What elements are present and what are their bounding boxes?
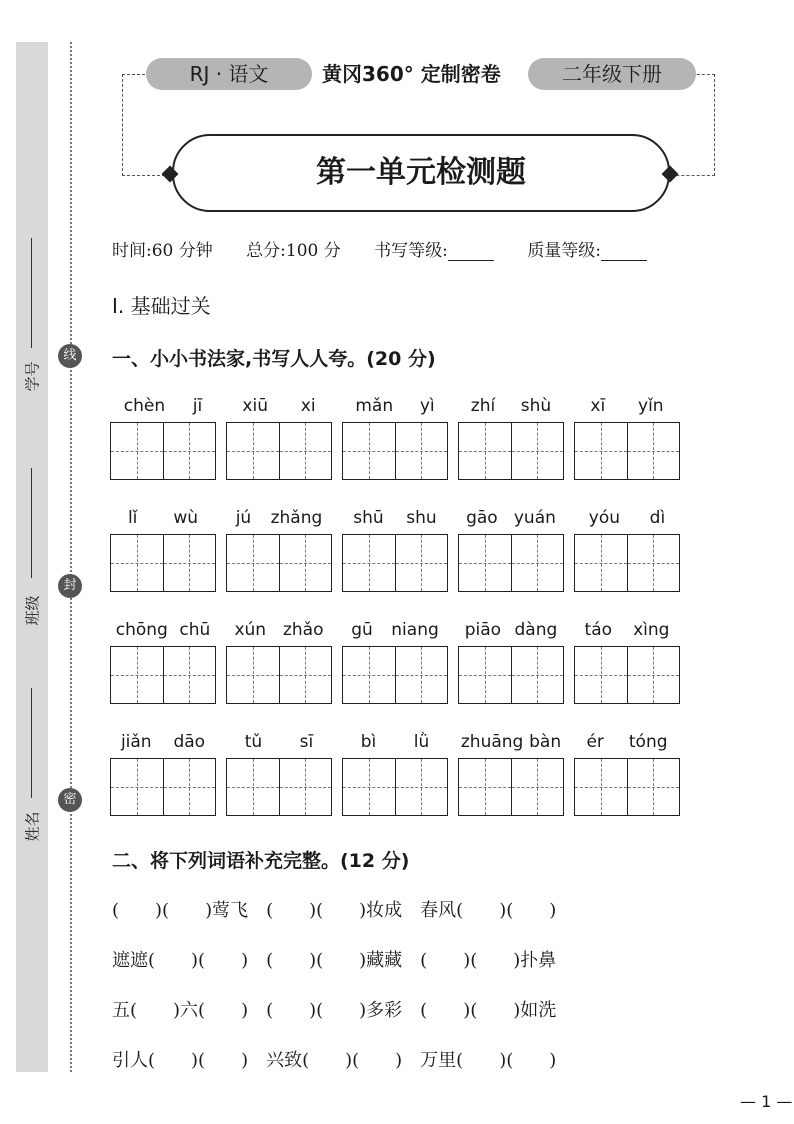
pinyin-syllable: xiū [242, 396, 268, 416]
pinyin-label [458, 732, 564, 758]
tianzige-boxes[interactable] [574, 646, 680, 704]
seal-secret-mark: 密 [58, 788, 82, 812]
quality-grade-blank [601, 244, 647, 261]
tianzige-cell[interactable] [511, 535, 564, 591]
tianzige-boxes[interactable] [110, 646, 216, 704]
pinyin-syllable: dāo [173, 732, 206, 752]
class-label: 班级 [23, 595, 42, 626]
pinyin-label [226, 396, 332, 422]
tianzige-boxes[interactable] [574, 422, 680, 480]
pinyin-label [342, 732, 448, 758]
fill-line-1: ( )( )莺飞 ( )( )妆成 春风( )( ) [112, 900, 557, 921]
pinyin-label [226, 620, 332, 646]
exam-info [112, 236, 647, 261]
pinyin-syllable: chū [179, 620, 211, 640]
tianzige-cell[interactable] [395, 759, 448, 815]
writing-grade-label: 书写等级: [374, 241, 448, 261]
tianzige-cell[interactable] [511, 423, 564, 479]
seal-cut-line [70, 42, 72, 1072]
tianzige-cell[interactable] [279, 647, 332, 703]
pinyin-syllable: gāo [466, 508, 498, 528]
pinyin-label [110, 508, 216, 534]
pinyin-label [458, 620, 564, 646]
pinyin-label [342, 620, 448, 646]
tianzige-cell[interactable] [395, 647, 448, 703]
tianzige-boxes[interactable] [574, 758, 680, 816]
tianzige-cell[interactable] [227, 535, 279, 591]
tianzige-boxes[interactable] [458, 422, 564, 480]
tianzige-cell[interactable] [163, 647, 216, 703]
name-line [31, 688, 32, 798]
pinyin-syllable: zhǎo [282, 620, 324, 640]
fill-line-4: 引人( )( ) 兴致( )( ) 万里( )( ) [112, 1050, 557, 1071]
pinyin-syllable: yóu [588, 508, 621, 528]
tianzige-boxes[interactable] [458, 646, 564, 704]
writing-grade-blank [448, 244, 494, 261]
pinyin-syllable: xún [234, 620, 267, 640]
tianzige-cell[interactable] [395, 535, 448, 591]
tianzige-boxes[interactable] [458, 534, 564, 592]
tianzige-cell[interactable] [459, 647, 511, 703]
pinyin-syllable: sī [299, 732, 314, 752]
tianzige-boxes[interactable] [342, 758, 448, 816]
series-title: 黄冈360° 定制密卷 [322, 62, 501, 86]
tianzige-cell[interactable] [227, 759, 279, 815]
student-no-label: 学号 [23, 361, 42, 392]
tianzige-boxes[interactable] [458, 758, 564, 816]
pinyin-syllable: dì [649, 508, 666, 528]
tianzige-boxes[interactable] [226, 534, 332, 592]
pinyin-syllable: zhí [470, 396, 496, 416]
tianzige-boxes[interactable] [226, 646, 332, 704]
binding-strip [16, 42, 48, 1072]
tianzige-cell[interactable] [511, 647, 564, 703]
tianzige-cell[interactable] [627, 759, 680, 815]
tianzige-boxes[interactable] [226, 758, 332, 816]
pinyin-label [226, 732, 332, 758]
tianzige-cell[interactable] [227, 423, 279, 479]
pinyin-syllable: gū [351, 620, 373, 640]
tianzige-cell[interactable] [459, 423, 511, 479]
pinyin-label [110, 732, 216, 758]
tianzige-cell[interactable] [575, 647, 627, 703]
quality-grade [527, 241, 647, 261]
pinyin-label [574, 732, 680, 758]
section-basics-heading: Ⅰ. 基础过关 [112, 294, 211, 318]
fill-line-2: 遮遮( )( ) ( )( )藏藏 ( )( )扑鼻 [112, 950, 557, 971]
pinyin-syllable: yuán [513, 508, 556, 528]
pinyin-label [342, 396, 448, 422]
pinyin-syllable: zhuāng [460, 732, 524, 752]
tianzige-cell[interactable] [279, 535, 332, 591]
page-number: — 1 — [740, 1092, 793, 1111]
page-title: 第一单元检测题 [172, 134, 670, 212]
tianzige-boxes[interactable] [342, 422, 448, 480]
pinyin-syllable: niang [391, 620, 439, 640]
pinyin-syllable: xìng [633, 620, 670, 640]
tianzige-cell[interactable] [343, 647, 395, 703]
tianzige-cell[interactable] [111, 759, 163, 815]
tianzige-boxes[interactable] [574, 534, 680, 592]
tianzige-cell[interactable] [575, 535, 627, 591]
tianzige-cell[interactable] [163, 535, 216, 591]
tianzige-cell[interactable] [111, 423, 163, 479]
writing-grade [374, 241, 494, 261]
pinyin-syllable: lǜ [413, 732, 430, 752]
pinyin-label [458, 508, 564, 534]
tianzige-cell[interactable] [111, 647, 163, 703]
tianzige-cell[interactable] [163, 759, 216, 815]
tianzige-boxes[interactable] [110, 422, 216, 480]
pinyin-syllable: jī [192, 396, 203, 416]
pinyin-syllable: wù [173, 508, 199, 528]
pinyin-label [574, 508, 680, 534]
tianzige-cell[interactable] [279, 423, 332, 479]
pinyin-label [342, 508, 448, 534]
tianzige-cell[interactable] [511, 759, 564, 815]
tianzige-cell[interactable] [163, 423, 216, 479]
pinyin-syllable: bàn [529, 732, 562, 752]
pinyin-syllable: piāo [464, 620, 502, 640]
tianzige-cell[interactable] [279, 759, 332, 815]
tianzige-boxes[interactable] [342, 646, 448, 704]
pinyin-label [458, 396, 564, 422]
pinyin-label [110, 396, 216, 422]
pinyin-syllable: ér [586, 732, 604, 752]
pinyin-syllable: tóng [628, 732, 668, 752]
grade-pill: 二年级下册 [528, 58, 696, 90]
tianzige-cell[interactable] [575, 759, 627, 815]
tianzige-cell[interactable] [459, 759, 511, 815]
pinyin-syllable: jú [235, 508, 252, 528]
tianzige-cell[interactable] [395, 423, 448, 479]
tianzige-cell[interactable] [459, 535, 511, 591]
question-1-title: 一、小小书法家,书写人人夸。(20 分) [112, 348, 436, 370]
tianzige-cell[interactable] [627, 423, 680, 479]
tianzige-cell[interactable] [227, 647, 279, 703]
pinyin-syllable: lǐ [127, 508, 138, 528]
pinyin-syllable: shu [406, 508, 437, 528]
tianzige-cell[interactable] [627, 647, 680, 703]
student-no-line [31, 238, 32, 348]
pinyin-syllable: dàng [514, 620, 558, 640]
pinyin-syllable: zhǎng [270, 508, 323, 528]
pinyin-syllable: yì [419, 396, 435, 416]
pinyin-syllable: táo [584, 620, 613, 640]
subject-pill: RJ · 语文 [146, 58, 312, 90]
tianzige-cell[interactable] [343, 535, 395, 591]
pinyin-syllable: shù [520, 396, 552, 416]
pinyin-syllable: shū [353, 508, 384, 528]
class-line [31, 468, 32, 578]
question-2-title: 二、将下列词语补充完整。(12 分) [112, 850, 410, 872]
seal-line-mark: 线 [58, 344, 82, 368]
pinyin-syllable: jiǎn [120, 732, 152, 752]
pinyin-syllable: xī [590, 396, 606, 416]
seal-seal-mark: 封 [58, 574, 82, 598]
tianzige-boxes[interactable] [342, 534, 448, 592]
tianzige-cell[interactable] [111, 535, 163, 591]
tianzige-boxes[interactable] [110, 758, 216, 816]
tianzige-cell[interactable] [343, 423, 395, 479]
pinyin-label [226, 508, 332, 534]
name-label: 姓名 [23, 811, 42, 842]
pinyin-syllable: yǐn [638, 396, 664, 416]
fill-line-3: 五( )六( ) ( )( )多彩 ( )( )如洗 [112, 1000, 557, 1021]
tianzige-cell[interactable] [343, 759, 395, 815]
time-info: 时间:60 分钟 [112, 241, 213, 261]
pinyin-syllable: tǔ [244, 732, 263, 752]
tianzige-cell[interactable] [575, 423, 627, 479]
pinyin-label [574, 620, 680, 646]
total-score-info: 总分:100 分 [246, 241, 341, 261]
pinyin-syllable: chèn [123, 396, 166, 416]
tianzige-cell[interactable] [627, 535, 680, 591]
pinyin-syllable: bì [360, 732, 377, 752]
pinyin-label [110, 620, 216, 646]
pinyin-syllable: mǎn [355, 396, 394, 416]
pinyin-syllable: xi [300, 396, 316, 416]
pinyin-label [574, 396, 680, 422]
tianzige-boxes[interactable] [110, 534, 216, 592]
tianzige-boxes[interactable] [226, 422, 332, 480]
quality-grade-label: 质量等级: [527, 241, 602, 261]
pinyin-syllable: chōng [115, 620, 168, 640]
